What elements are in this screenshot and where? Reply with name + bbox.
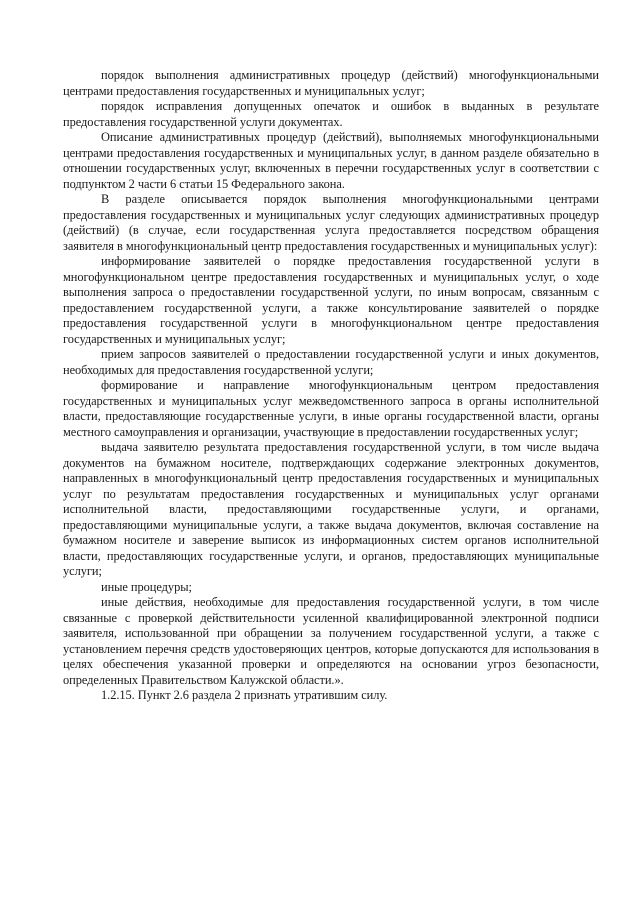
- paragraph-issuance: выдача заявителю результата предоставления государственной услуги, в том числе выдача документов на бумажном носителе, подтверждающих содержание электронных документов, направленных в многофункциональный центр предоставления государственных и муниципальных услуг по результатам предоставления государственных и муниципальных услуг органами исполнительной власти, предоставляющими государственные услуги, и органами, предоставляющими муниципальные услуги, а также выдача документов, включая составление на бумажном носителе и заверение выписок из информационных систем органов исполнительной власти, предоставляющих государственные услуги, и органов, предоставляющих муниципальные услуги;: [63, 440, 599, 578]
- paragraph-informing: информирование заявителей о порядке предоставления государственной услуги в многофункциональном центре предоставления государственных и муниципальных услуг, о ходе выполнения запроса о предоставлении государственной услуги, по иным вопросам, связанным с предоставлением государственной услуги, а также консультирование заявителей о порядке предоставления государственной услуги в многофункциональном центре предоставления государственных и муниципальных услуг;: [63, 254, 599, 346]
- paragraph-error-correction: порядок исправления допущенных опечаток и ошибок в выданных в результате предоставления государственной услуги документах.: [63, 99, 599, 129]
- paragraph-other-actions: иные действия, необходимые для предоставления государственной услуги, в том числе связанные с проверкой действительности усиленной квалифицированной электронной подписи заявителя, использованной при обращении за получением государственной услуги, а также с установлением перечня средств удостоверяющих центров, которые допускаются для использования в целях обеспечения указанной проверки и определяются на основании угроз безопасности, определенных Правительством Калужской области.».: [63, 595, 599, 687]
- paragraph-description-requirement: Описание административных процедур (действий), выполняемых многофункциональными центрами предоставления государственных и муниципальных услуг, в данном разделе обязательно в отношении государственных услуг, включенных в перечни государственных услуг в соответствии с подпунктом 2 части 6 статьи 15 Федерального закона.: [63, 130, 599, 191]
- paragraph-reception: прием запросов заявителей о предоставлении государственной услуги и иных документов, необходимых для предоставления государственной услуги;: [63, 347, 599, 377]
- paragraph-section-intro: В разделе описывается порядок выполнения многофункциональными центрами предоставления государственных и муниципальных услуг следующих административных процедур (действий) (в случае, если государственная услуга предоставляется посредством обращения заявителя в многофункциональный центр предоставления государственных и муниципальных услуг):: [63, 192, 599, 253]
- paragraph-procedure-order: порядок выполнения административных процедур (действий) многофункциональными центрами предоставления государственных и муниципальных услуг;: [63, 68, 599, 98]
- paragraph-other-procedures: иные процедуры;: [101, 579, 192, 594]
- paragraph-clause-1-2-15: 1.2.15. Пункт 2.6 раздела 2 признать утратившим силу.: [101, 688, 388, 702]
- document-page: [63, 68, 599, 704]
- paragraph-interagency-request: формирование и направление многофункциональным центром предоставления государственных и муниципальных услуг межведомственного запроса в органы исполнительной власти, предоставляющие государственные услуги, в иные органы государственной власти, органы местного самоуправления и организации, участвующие в предоставлении государственных услуг;: [63, 378, 599, 439]
